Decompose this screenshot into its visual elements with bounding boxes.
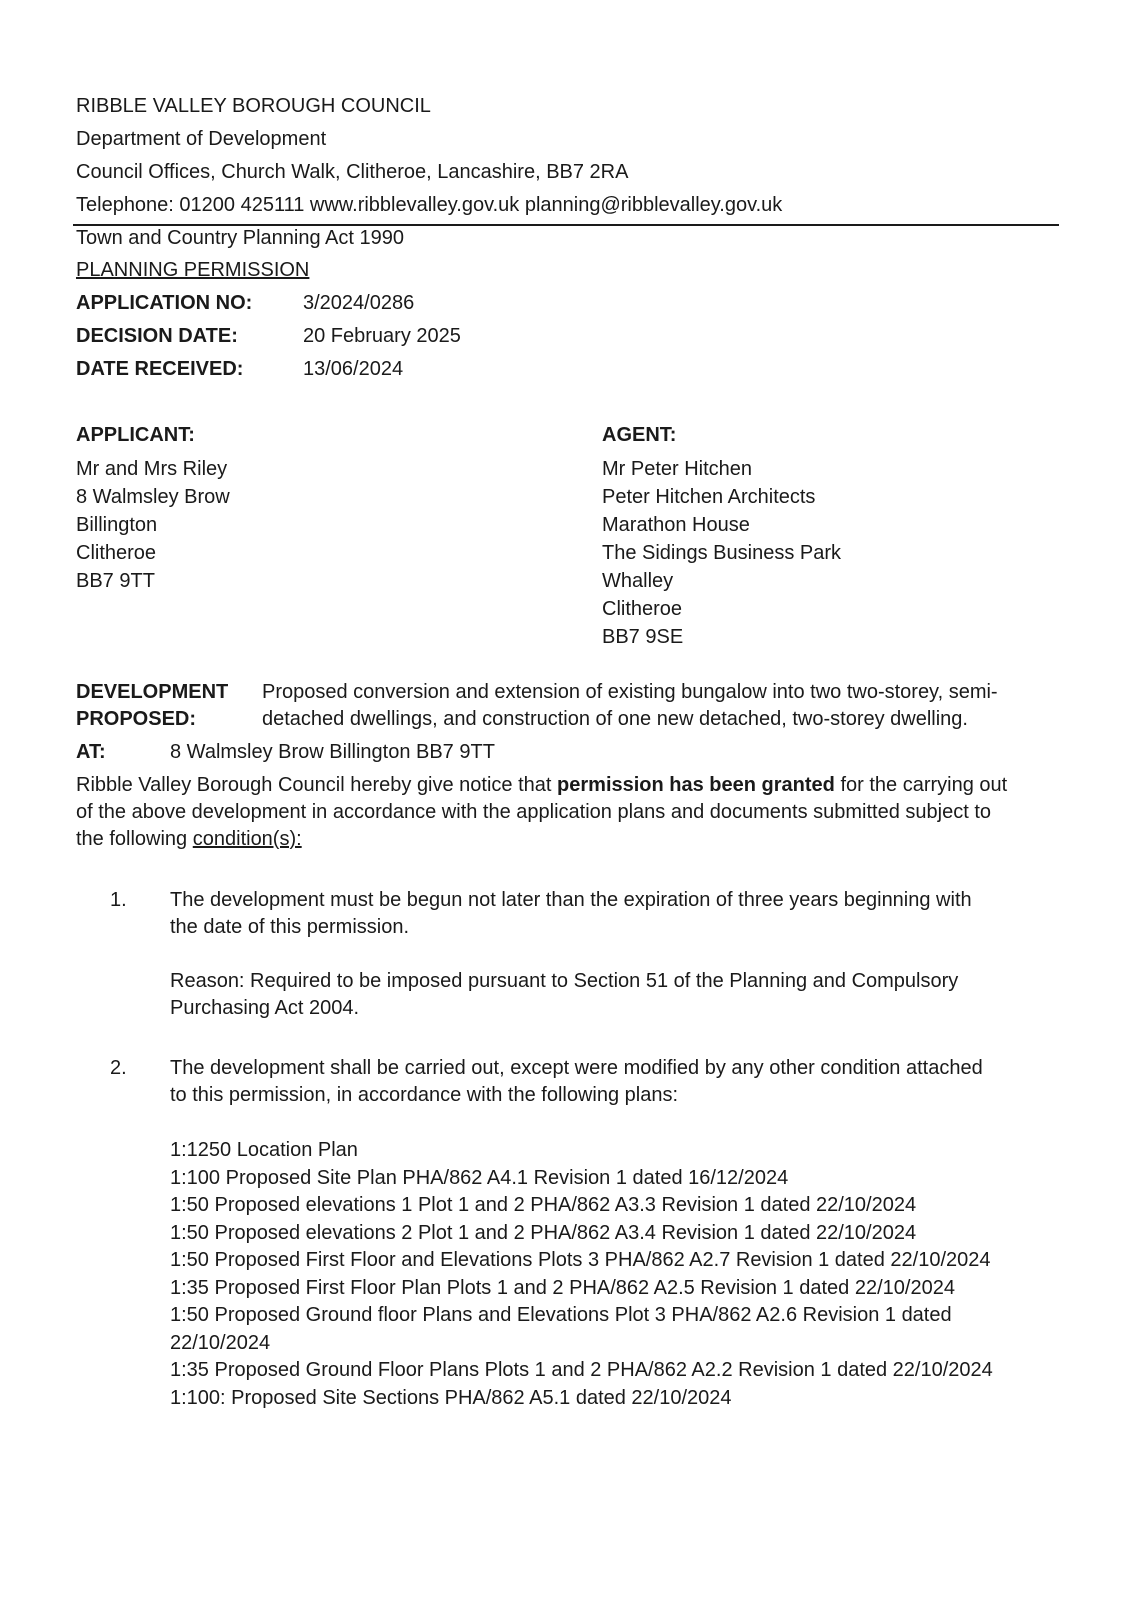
condition-text-line: The development shall be carried out, except were modified by any other condition attached [170,1057,983,1079]
agent-label: AGENT: [602,424,677,446]
plan-item: 1:35 Proposed First Floor Plan Plots 1 and 2 PHA/862 A2.5 Revision 1 dated 22/10/2024 [170,1276,955,1299]
plan-item: 1:50 Proposed First Floor and Elevations Plots 3 PHA/862 A2.7 Revision 1 dated 22/10/2024 [170,1249,991,1271]
plan-item: 1:50 Proposed elevations 2 Plot 1 and 2 PHA/862 A3.4 Revision 1 dated 22/10/2024 [170,1221,917,1244]
applicant-line: Mr and Mrs Riley [76,458,228,480]
condition-text-line: The development must be begun not later than the expiration of three years beginning with [170,889,972,911]
application-no-label: APPLICATION NO: [76,292,253,314]
at-label: AT: [76,741,106,763]
agent-line: Peter Hitchen Architects [602,486,816,508]
applicant-line: 8 Walmsley Brow [76,486,230,508]
condition-number: 2. [110,1057,127,1079]
plan-item: 1:1250 Location Plan [170,1139,358,1161]
development-text-1: Proposed conversion and extension of existing bungalow into two two-storey, semi- [262,681,998,703]
council-contact: Telephone: 01200 425111 www.ribblevalley.gov.uk planning@ribblevalley.gov.uk [76,194,783,216]
agent-address [602,456,841,652]
plan-item: 1:100 Proposed Site Plan PHA/862 A4.1 Revision 1 dated 16/12/2024 [170,1166,789,1189]
plan-item: 1:50 Proposed elevations 1 Plot 1 and 2 PHA/862 A3.3 Revision 1 dated 22/10/2024 [170,1194,917,1216]
plan-item: 22/10/2024 [170,1331,271,1354]
council-address: Council Offices, Church Walk, Clitheroe, Lancashire, BB7 2RA [76,161,629,183]
notice-pre: Ribble Valley Borough Council hereby give notice that [76,774,558,796]
notice-line-2: of the above development in accordance with the application plans and documents submitted subject to [76,801,992,823]
condition-text-line: the date of this permission. [170,916,410,938]
at-value: 8 Walmsley Brow Billington BB7 9TT [170,741,495,763]
plan-item: 1:100: Proposed Site Sections PHA/862 A5.1 dated 22/10/2024 [170,1386,732,1409]
condition-text-line: to this permission, in accordance with the following plans: [170,1084,679,1106]
department-name: Department of Development [76,128,327,150]
application-no-value: 3/2024/0286 [303,292,415,314]
agent-line: The Sidings Business Park [602,542,842,564]
applicant-address [76,456,230,596]
applicant-label: APPLICANT: [76,424,195,446]
date-received-label: DATE RECEIVED: [76,358,244,380]
decision-date-label: DECISION DATE: [76,325,238,347]
notice-following: the following [76,828,193,850]
agent-line: Marathon House [602,514,750,536]
date-received-value: 13/06/2024 [303,358,404,380]
development-text-2: detached dwellings, and construction of one new detached, two-storey dwelling. [262,708,968,730]
notice-granted: permission has been granted [557,774,835,796]
agent-line: Whalley [602,570,674,592]
applicant-line: Billington [76,514,158,536]
plan-item: 1:35 Proposed Ground Floor Plans Plots 1 and 2 PHA/862 A2.2 Revision 1 dated 22/10/2024 [170,1359,993,1381]
permission-type: PLANNING PERMISSION [76,259,310,281]
agent-line: Mr Peter Hitchen [602,458,753,480]
development-label-1: DEVELOPMENT [76,681,229,703]
notice-line-1 [76,772,1007,799]
agent-line: Clitheroe [602,598,683,620]
notice-line-3 [76,826,302,853]
notice-post: for the carrying out [834,774,1008,796]
act-title: Town and Country Planning Act 1990 [76,227,404,249]
council-name: RIBBLE VALLEY BOROUGH COUNCIL [76,95,431,117]
condition-reason-line: Purchasing Act 2004. [170,997,360,1019]
applicant-line: Clitheroe [76,542,157,564]
plan-item: 1:50 Proposed Ground floor Plans and Elevations Plot 3 PHA/862 A2.6 Revision 1 dated [170,1304,952,1326]
agent-line: BB7 9SE [602,626,684,648]
applicant-line: BB7 9TT [76,570,155,592]
decision-date-value: 20 February 2025 [303,325,461,347]
development-label-2: PROPOSED: [76,708,197,730]
condition-reason-line: Reason: Required to be imposed pursuant to Section 51 of the Planning and Compulsory [170,970,959,992]
conditions-heading: condition(s): [192,828,302,850]
approved-plans-list [170,1137,993,1412]
condition-number: 1. [110,889,127,911]
